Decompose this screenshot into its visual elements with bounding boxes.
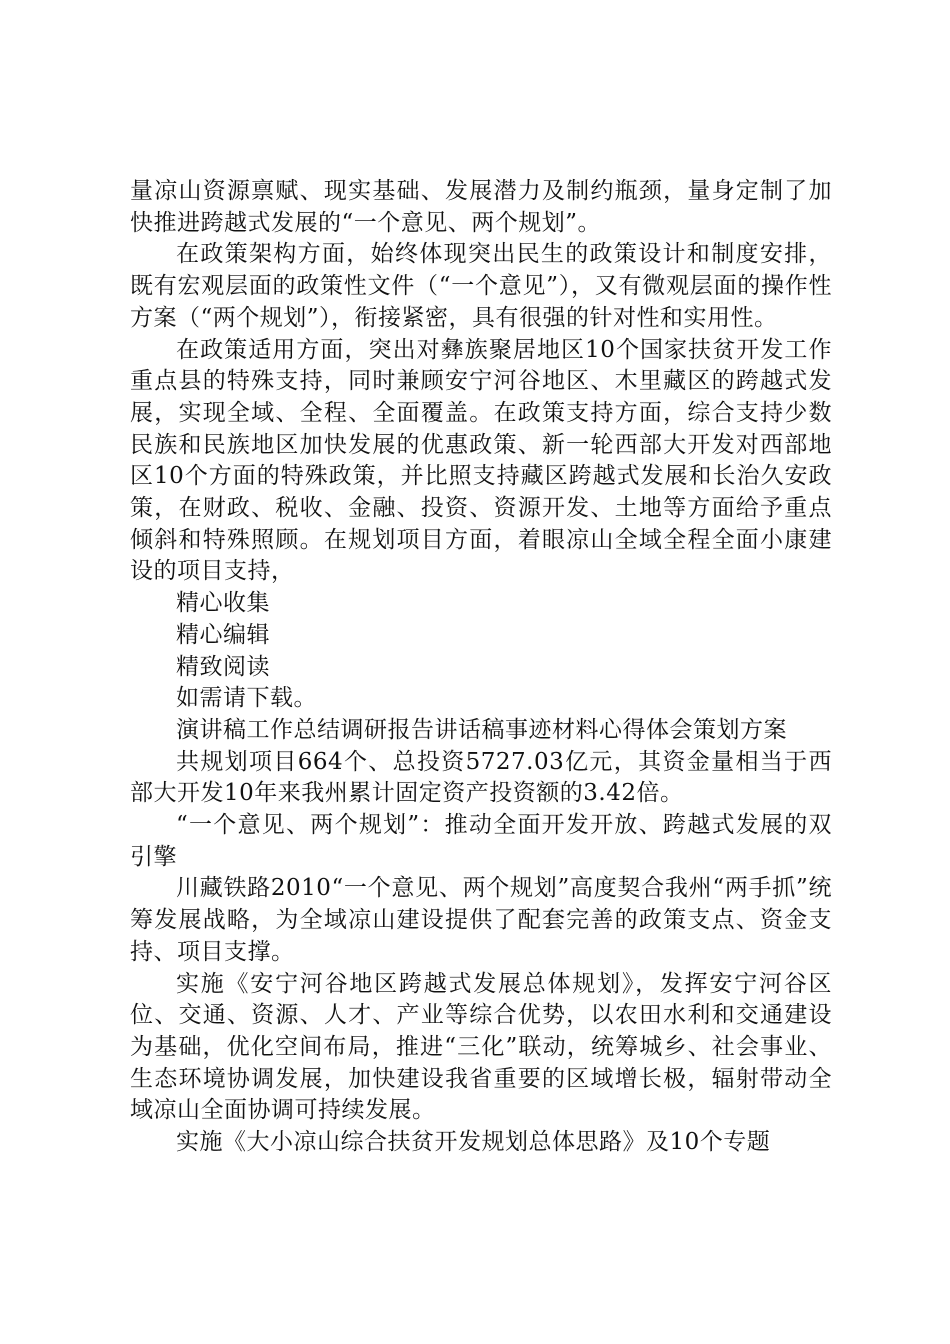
paragraph: 如需请下载。 [176, 685, 317, 712]
paragraph: 精致阅读 [176, 653, 270, 680]
paragraph: 演讲稿工作总结调研报告讲话稿事迹材料心得体会策划方案 [176, 716, 787, 743]
paragraph: 实施《安宁河谷地区跨越式发展总体规划》，发挥安宁河谷区位、交通、资源、人才、产业等综合优势，以农田水利和交通建设为基础，优化空间布局，推进“三化”联动，统筹城乡、社会事业、生态环境协调发展，加快建设我省重要的区域增长极，辐射带动全域凉山全面协调可持续发展。 [130, 970, 832, 1124]
paragraph: 在政策架构方面，始终体现突出民生的政策设计和制度安排，既有宏观层面的政策性文件（“一个意见”），又有微观层面的操作性方案（“两个规划”），衔接紧密，具有很强的针对性和实用性。 [130, 241, 832, 331]
paragraph: 川藏铁路2010“一个意见、两个规划”高度契合我州“两手抓”统筹发展战略，为全域凉山建设提供了配套完善的政策支点、资金支持、项目支撑。 [130, 875, 832, 965]
paragraph: 精心编辑 [176, 621, 270, 648]
paragraph: 精心收集 [176, 590, 270, 617]
paragraph: 在政策适用方面，突出对彝族聚居地区10个国家扶贫开发工作重点县的特殊支持，同时兼顾安宁河谷地区、木里藏区的跨越式发展，实现全域、全程、全面覆盖。在政策支持方面，综合支持少数民族和民族地区加快发展的优惠政策、新一轮西部大开发对西部地区10个方面的特殊政策，并比照支持藏区跨越式发展和长治久安政策，在财政、税收、金融、投资、资源开发、土地等方面给予重点倾斜和特殊照顾。在规划项目方面，着眼凉山全域全程全面小康建设的项目支持， [130, 336, 832, 585]
paragraph: 共规划项目664个、总投资5727.03亿元，其资金量相当于西部大开发10年来我州累计固定资产投资额的3.42倍。 [130, 748, 832, 807]
document-body [130, 176, 832, 1159]
paragraph: 量凉山资源禀赋、现实基础、发展潜力及制约瓶颈，量身定制了加快推进跨越式发展的“一个意见、两个规划”。 [130, 178, 832, 236]
paragraph: 实施《大小凉山综合扶贫开发规划总体思路》及10个专题 [176, 1129, 771, 1156]
paragraph: “一个意见、两个规划”：推动全面开发开放、跨越式发展的双引擎 [130, 812, 832, 870]
